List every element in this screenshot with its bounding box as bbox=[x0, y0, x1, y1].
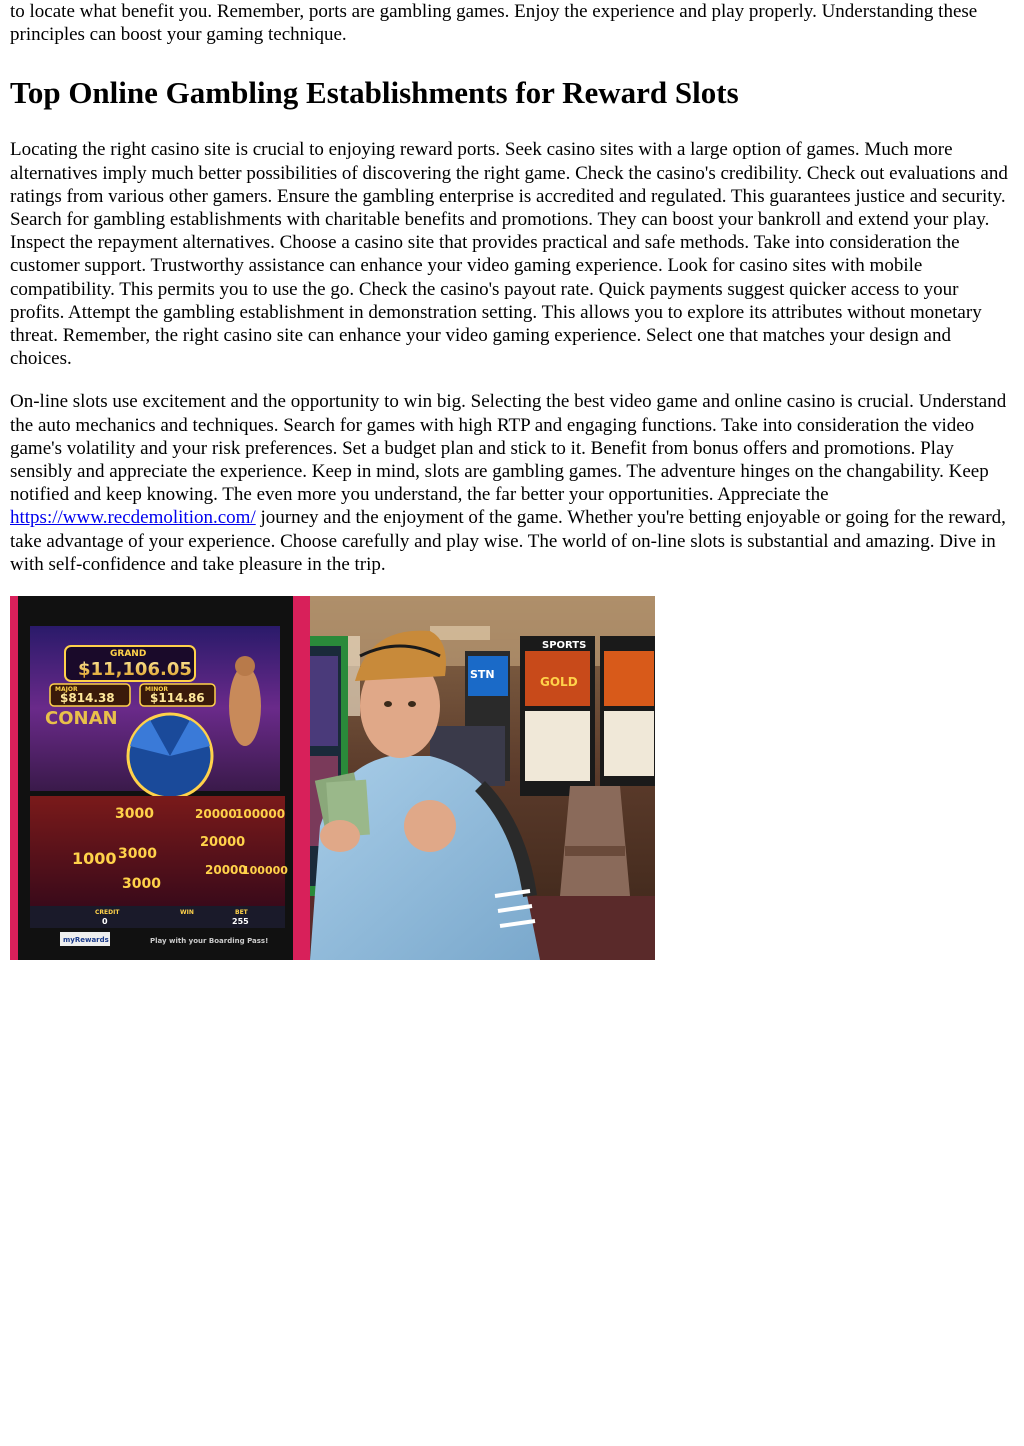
reel-value: 3000 bbox=[118, 846, 157, 863]
win-label: WIN bbox=[180, 909, 194, 917]
casino-chair bbox=[560, 786, 630, 896]
bet-value: 255 bbox=[232, 917, 249, 927]
intro-paragraph: to locate what benefit you. Remember, ports are gambling games. Enjoy the experience and play properly. Understanding these principles can boost your gaming technique. bbox=[10, 1, 978, 46]
casino-photo-illustration bbox=[10, 596, 655, 960]
casino-paragraph: Locating the right casino site is crucial to enjoying reward ports. Seek casino sites with a large option of games. Much more alternatives imply much better possibilities of discovering the right game. Check the casino's credibility. Check out evaluations and ratings from various other gamers. Ensure the gambling enterprise is accredited and regulated. This guarantees justice and security. Search for gambling establishments with charitable benefits and promotions. They can boost your bankroll and extend your play. Inspect the repayment alternatives. Choose a casino site that provides practical and safe methods. Take into consideration the customer support. Trustworthy assistance can enhance your video gaming experience. Look for casino sites with mobile compatibility. This permits you to use the go. Check the casino's payout rate. Quick payments suggest quicker access to your profits. Attempt the gambling establishment in demonstration setting. This allows you to explore its attributes without monetary threat. Remember, the right casino site can enhance your video gaming experience. Select one that matches your design and choices. bbox=[10, 139, 1008, 370]
reel-value: 3000 bbox=[122, 876, 161, 893]
stn-sign: STN bbox=[470, 668, 495, 682]
reel-value: 20000 bbox=[205, 863, 247, 878]
credit-value: 0 bbox=[102, 917, 108, 927]
other-game-title: GOLD bbox=[540, 675, 578, 690]
reel-value: 100000 bbox=[242, 864, 288, 878]
conan-title: CONAN bbox=[45, 708, 118, 730]
minor-label: MINOR bbox=[145, 686, 168, 694]
sports-sign: SPORTS bbox=[542, 640, 587, 652]
casino-photo bbox=[10, 596, 655, 960]
major-label: MAJOR bbox=[55, 686, 78, 694]
reel-value: 3000 bbox=[115, 806, 154, 823]
boarding-pass-text: Play with your Boarding Pass! bbox=[150, 937, 269, 946]
recdemolition-link[interactable]: https://www.recdemolition.com/ bbox=[10, 507, 256, 529]
page-content bbox=[10, 0, 1016, 960]
credit-label: CREDIT bbox=[95, 909, 120, 917]
minor-amount: $114.86 bbox=[150, 691, 205, 706]
slots-paragraph-start: On-line slots use excitement and the opportunity to win big. Selecting the best video game and online casino is crucial. Understand the auto mechanics and techniques. Search for games with high RTP and engaging functions. Take into consideration the video game's volatility and your risk preferences. Set a budget plan and stick to it. Benefit from bonus offers and promotions. Play sensibly and appreciate the experience. Keep in mind, slots are gambling games. The adventure hinges on the changability. Keep notified and keep knowing. The even more you understand, the far better your opportunities. Appreciate the bbox=[10, 391, 1007, 506]
barbarian-figure bbox=[229, 666, 261, 746]
slots-paragraph bbox=[10, 390, 1016, 576]
reel-value: 100000 bbox=[235, 807, 286, 822]
section-heading: Top Online Gambling Establishments for Reward Slots bbox=[10, 75, 739, 111]
slots-paragraph-end: journey and the enjoyment of the game. Whether you're betting enjoyable or going for the reward, take advantage of your experience. Choose carefully and play wise. The world of on-line slots is substantial and amazing. Dive in with self-confidence and take pleasure in the trip. bbox=[10, 507, 1006, 575]
rewards-label: myRewards bbox=[63, 936, 109, 945]
conan-slot-machine bbox=[10, 596, 310, 960]
reel-value: 1000 bbox=[72, 849, 117, 869]
fist bbox=[404, 800, 456, 852]
grand-label: GRAND bbox=[110, 649, 147, 660]
reel-value: 20000 bbox=[195, 807, 237, 822]
major-amount: $814.38 bbox=[60, 691, 115, 706]
reel-value: 20000 bbox=[200, 835, 246, 851]
grand-amount: $11,106.05 bbox=[78, 659, 192, 681]
bet-label: BET bbox=[235, 909, 248, 917]
